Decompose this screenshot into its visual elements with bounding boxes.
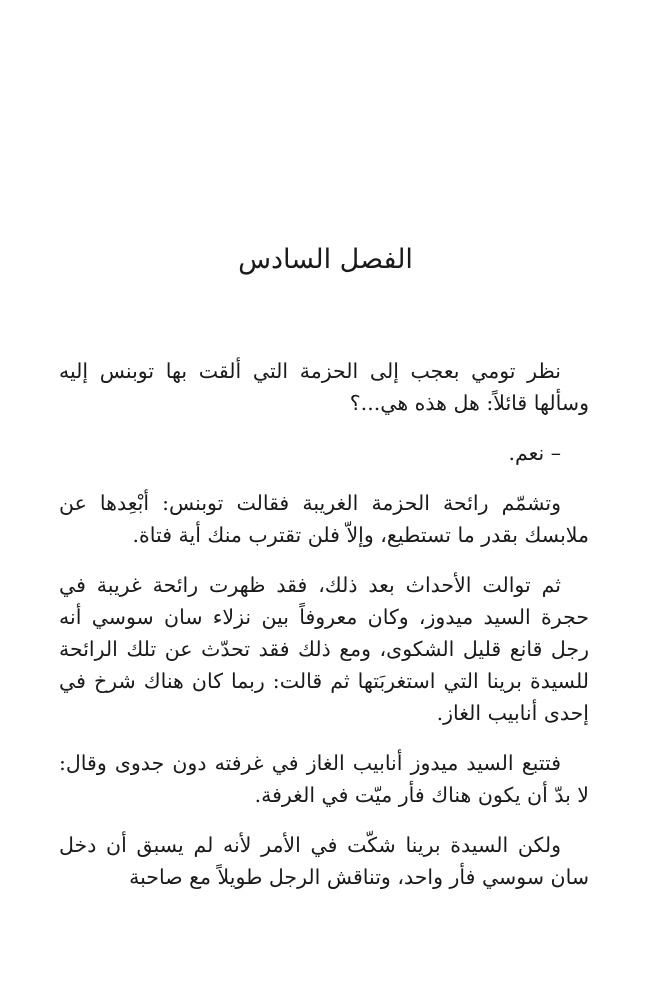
paragraph: نظر تومي بعجب إلى الحزمة التي ألقت بها توبنس إليه وسألها قائلاً: هل هذه هي...؟: [59, 359, 589, 415]
paragraph: فتتبع السيد ميدوز أنابيب الغاز في غرفته دون جدوى وقال: لا بدّ أن يكون هناك فأر ميّت في الغرفة.: [59, 751, 589, 807]
chapter-title: الفصل السادس: [238, 244, 413, 275]
paragraph: ولكن السيدة برينا شكّت في الأمر لأنه لم يسبق أن دخل سان سوسي فأر واحد، وتناقش الرجل طويلاً مع صاحبة: [59, 833, 589, 889]
chapter-body: [59, 355, 589, 911]
paragraph: وتشمّم رائحة الحزمة الغريبة فقالت توبنس: أبْعِدها عن ملابسك بقدر ما تستطيع، وإلاّ فلن تقترب منك أية فتاة.: [59, 491, 589, 547]
paragraph: – نعم.: [508, 441, 561, 465]
paragraph: ثم توالت الأحداث بعد ذلك، فقد ظهرت رائحة غريبة في حجرة السيد ميدوز، وكان معروفاً بين نزلاء سان سوسي أنه رجل قانع قليل الشكوى، ومع ذلك فقد تحدّث عن تلك الرائحة للسيدة برينا التي استغربَتها ثم قالت: ربما كان هناك شرخ في إحدى أنابيب الغاز.: [59, 573, 589, 725]
